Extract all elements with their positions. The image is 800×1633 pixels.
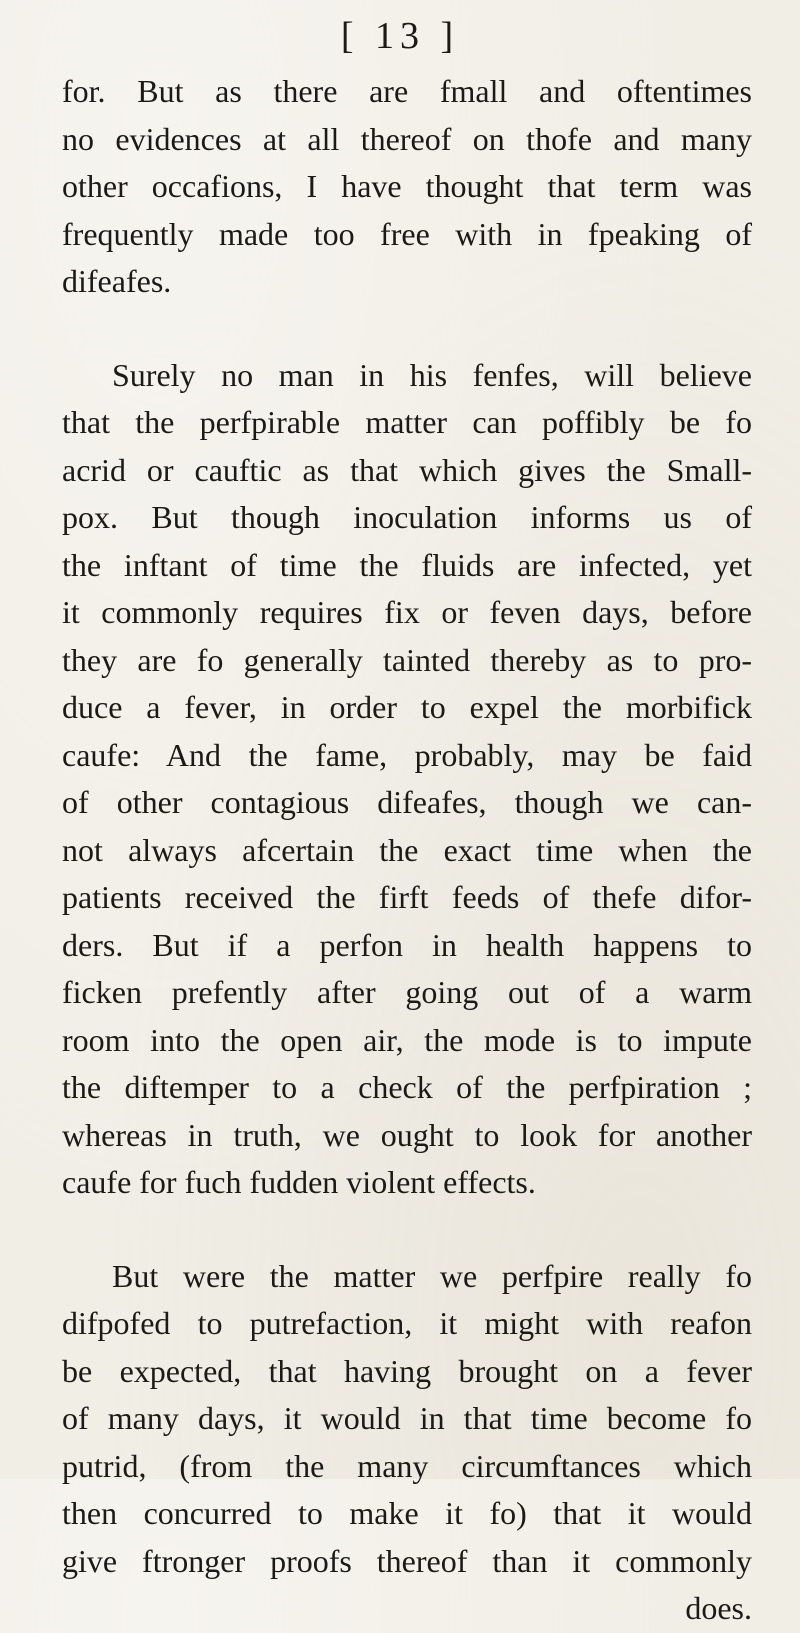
catchword: does. bbox=[685, 1590, 752, 1626]
text-line: they are fo generally tainted thereby as to pro- bbox=[62, 641, 752, 678]
text-line: give ftronger proofs thereof than it commonly bbox=[62, 1542, 752, 1579]
text-line: putrid, (from the many circumftances which bbox=[62, 1447, 752, 1484]
text-line: difeafes. bbox=[62, 263, 172, 299]
text-line: for. But as there are fmall and oftentimes bbox=[62, 73, 752, 109]
text-line: pox. But though inoculation informs us of bbox=[62, 499, 752, 535]
text-line: caufe for fuch fudden violent effects. bbox=[62, 1164, 536, 1200]
text-line: not always afcertain the exact time when the bbox=[62, 831, 752, 868]
text-line: then concurred to make it fo) that it would bbox=[62, 1495, 752, 1531]
paragraph-1 bbox=[62, 68, 752, 306]
text-line: it commonly requires fix or feven days, before bbox=[62, 594, 752, 630]
text-line: patients received the firft feeds of thefe difor- bbox=[62, 879, 752, 915]
paragraph-2 bbox=[62, 352, 752, 1207]
body-text bbox=[62, 68, 752, 1633]
paragraph-gap bbox=[62, 1207, 752, 1253]
text-line: duce a fever, in order to expel the morbifick bbox=[62, 689, 752, 725]
paragraph-3 bbox=[62, 1253, 752, 1633]
text-line: But were the matter we perfpire really fo bbox=[112, 1257, 752, 1294]
text-line: be expected, that having brought on a fever bbox=[62, 1352, 752, 1389]
text-line: acrid or cauftic as that which gives the Small- bbox=[62, 451, 752, 488]
text-line: ficken prefently after going out of a warm bbox=[62, 974, 752, 1010]
text-line: of other contagious difeafes, though we can- bbox=[62, 784, 752, 820]
text-line: whereas in truth, we ought to look for another bbox=[62, 1116, 752, 1153]
text-line: room into the open air, the mode is to impute bbox=[62, 1021, 752, 1058]
page-number: [ 13 ] bbox=[340, 15, 460, 57]
text-line: frequently made too free with in fpeaking of bbox=[62, 215, 752, 252]
text-line: caufe: And the fame, probably, may be faid bbox=[62, 736, 752, 773]
text-line: of many days, it would in that time become fo bbox=[62, 1400, 752, 1436]
text-line: ders. But if a perfon in health happens to bbox=[62, 926, 752, 963]
text-line: the diftemper to a check of the perfpiration ; bbox=[62, 1069, 752, 1105]
text-line: Surely no man in his fenfes, will believe bbox=[112, 356, 752, 393]
text-line: other occafions, I have thought that term was bbox=[62, 168, 752, 204]
paragraph-gap bbox=[62, 306, 752, 352]
text-line: the inftant of time the fluids are infected, yet bbox=[62, 546, 752, 583]
text-line: that the perfpirable matter can poffibly be fo bbox=[62, 404, 752, 440]
text-line: no evidences at all thereof on thofe and many bbox=[62, 120, 752, 157]
text-line: difpofed to putrefaction, it might with reafon bbox=[62, 1305, 752, 1341]
